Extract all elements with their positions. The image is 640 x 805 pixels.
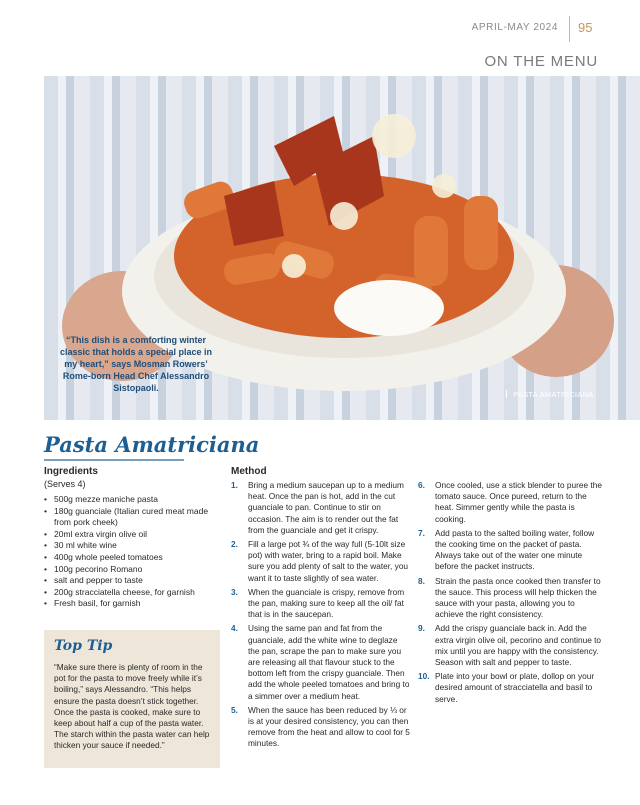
tip-title: Top Tip (54, 638, 113, 654)
method-step (418, 480, 602, 525)
step-text: Add the crispy guanciale back in. Add the extra virgin olive oil, pecorino and continue to mix until you are happy with the consistency. Season with salt and pepper to taste. (435, 623, 602, 668)
step-text: Plate into your bowl or plate, dollop on your desired amount of stracciatella and basil to serve. (435, 671, 595, 704)
method-steps-column-1 (231, 480, 411, 753)
method-step (418, 671, 602, 705)
ingredient-item: • 20ml extra virgin olive oil (44, 529, 214, 541)
step-number: 7. (418, 527, 425, 538)
step-text: When the guanciale is crispy, remove from the pan, making sure to keep all the oil/ fat that is in the saucepan. (248, 586, 405, 620)
step-number: 10. (418, 671, 430, 682)
method-steps-column-2 (418, 480, 602, 708)
method-step (231, 480, 411, 536)
ingredients-list (44, 494, 214, 610)
issue-date: APRIL-MAY 2024 (471, 22, 558, 33)
step-number: 4. (231, 623, 238, 634)
ingredients-heading: Ingredients (44, 466, 98, 477)
step-text: Fill a large pot ¾ of the way full (5-10lt size pot) with water, bring to a rapid boil. Make sure you add plenty of salt to the water, you want it to taste slightly of sea water. (248, 539, 409, 583)
ingredient-item: • 500g mezze maniche pasta (44, 494, 214, 506)
ingredient-item: • Fresh basil, for garnish (44, 598, 214, 610)
step-number: 8. (418, 575, 425, 586)
title-underline (44, 459, 184, 461)
photo-caption: “This dish is a comforting winter classic that holds a special place in my heart,” says Mosman Rowers’ Rome-born Head Chef Alessandro Sistopaoli. (59, 335, 213, 393)
method-step (418, 623, 602, 668)
hero-photo (44, 76, 640, 420)
method-step (231, 539, 411, 584)
ingredient-item: • 180g guanciale (Italian cured meat made from pork cheek) (44, 506, 214, 529)
header-divider (569, 16, 570, 42)
step-number: 9. (418, 623, 425, 634)
step-number: 3. (231, 586, 238, 597)
stracciatella (334, 280, 444, 336)
method-step (418, 528, 602, 573)
ingredient-item: • 200g stracciatella cheese, for garnish (44, 587, 214, 599)
ingredient-item: • 100g pecorino Romano (44, 564, 214, 576)
photo-label: PASTA AMATRICIANA. (506, 390, 596, 399)
step-number: 5. (231, 704, 238, 715)
method-step (231, 623, 411, 701)
method-heading: Method (231, 466, 267, 477)
ingredient-item: • 400g whole peeled tomatoes (44, 552, 214, 564)
step-text: When the sauce has been reduced by ⅓ or is at your desired consistency, you can then remove from the heat and allow to cool for 5 minutes. (248, 704, 410, 749)
section-title: ON THE MENU (484, 53, 598, 70)
step-text: Bring a medium saucepan up to a medium heat. Once the pan is hot, add in the cut guanciale to pan. Continue to stir on occasion. The aim is to render out the fat from the guanciale and get it crispy. (248, 480, 404, 535)
step-number: 2. (231, 539, 238, 550)
method-step (231, 587, 411, 621)
tip-text: “Make sure there is plenty of room in the pot for the pasta to move freely while it’s boiling,” says Alessandro. “This helps ensure the pasta doesn’t stick together. Once the pasta is cooked, make sure to keep about half a cup of the pasta water. The starch within the pasta water can help thicken your sauce if needed.” (54, 662, 210, 751)
serves: (Serves 4) (44, 479, 86, 489)
ingredient-item: • 30 ml white wine (44, 540, 214, 552)
ingredient-item: • salt and pepper to taste (44, 575, 214, 587)
top-tip-box (44, 630, 220, 768)
step-text: Once cooled, use a stick blender to puree the tomato sauce. Once pureed, return to the heat. Simmer gently while the pasta is cooking. (435, 480, 602, 524)
step-text: Using the same pan and fat from the guanciale, add the white wine to deglaze the pan, scrape the pan to make sure you are releasing all that flavour stuck to the bottom left from the crispy guanciale. Then add the whole peeled tomatoes and bring to a simmer over a medium heat. (248, 623, 410, 701)
method-step (418, 576, 602, 621)
step-number: 1. (231, 480, 238, 490)
method-step (231, 705, 411, 750)
recipe-title: Pasta Amatriciana (44, 432, 260, 457)
step-text: Strain the pasta once cooked then transfer to the sauce. This process will help thicken the sauce with your pasta, allowing you to achieve the right consistency. (435, 575, 601, 620)
step-text: Add pasta to the salted boiling water, follow the cooking time on the packet of pasta. Always take out of the water one minute before the packet instructs. (435, 527, 595, 572)
page-number: 95 (578, 20, 593, 35)
step-number: 6. (418, 480, 425, 490)
